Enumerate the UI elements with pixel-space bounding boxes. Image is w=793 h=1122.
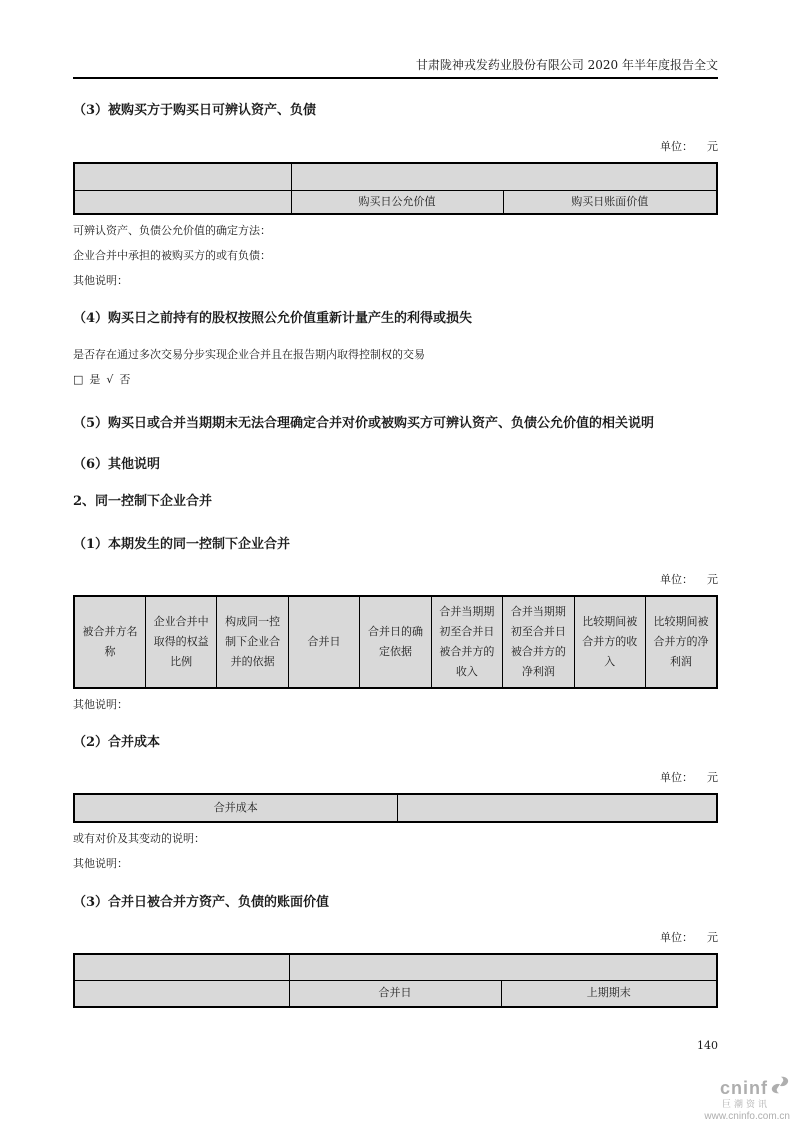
subsection-heading-merge-cost: （2）合并成本 bbox=[73, 735, 161, 750]
cninfo-chinese-name: 巨潮资讯 bbox=[721, 1099, 770, 1109]
unit-value: 元 bbox=[707, 931, 718, 944]
empty-cell bbox=[74, 190, 291, 214]
col-merge-date: 合并日 bbox=[288, 596, 359, 688]
unit-note bbox=[73, 139, 718, 154]
fair-value-header-cell: 购买日公允价值 bbox=[291, 190, 503, 214]
table-header-row bbox=[74, 596, 717, 688]
empty-cell bbox=[74, 954, 289, 980]
cninfo-logo bbox=[704, 1076, 790, 1122]
table-row bbox=[74, 794, 717, 822]
unit-note bbox=[73, 770, 718, 785]
note-other: 其他说明： bbox=[73, 698, 128, 711]
no-option-label: 否 bbox=[119, 373, 131, 386]
merge-date-header-cell: 合并日 bbox=[289, 980, 501, 1007]
col-equity-ratio: 企业合并中取得的权益比例 bbox=[145, 596, 216, 688]
empty-cell bbox=[74, 163, 291, 190]
s3-notes bbox=[73, 218, 718, 293]
yes-option-label: 是 bbox=[89, 373, 101, 386]
unit-value: 元 bbox=[707, 573, 718, 586]
col-date-basis: 合并日的确定依据 bbox=[360, 596, 431, 688]
section-heading-remeasurement-gain-loss: （4）购买日之前持有的股权按照公允价值重新计量产生的利得或损失 bbox=[73, 311, 473, 326]
section-heading-other-notes: （6）其他说明 bbox=[73, 457, 161, 472]
cninfo-swirl-icon bbox=[770, 1076, 790, 1099]
empty-cell bbox=[289, 954, 717, 980]
note-other: 其他说明： bbox=[73, 274, 128, 287]
page-content bbox=[73, 0, 718, 1008]
col-combination-basis: 构成同一控制下企业合并的依据 bbox=[217, 596, 288, 688]
merge-cost-header-cell: 合并成本 bbox=[74, 794, 397, 822]
col-profit-to-merge-date: 合并当期期初至合并日被合并方的净利润 bbox=[503, 596, 574, 688]
report-header-title: 甘肃陇神戎发药业股份有限公司 2020 年半年度报告全文 bbox=[73, 0, 718, 79]
book-value-header-cell: 购买日账面价值 bbox=[503, 190, 717, 214]
checkbox-empty-icon: □ bbox=[73, 373, 84, 386]
cc-s2-notes bbox=[73, 826, 718, 876]
cc-s1-notes bbox=[73, 692, 718, 717]
section-heading-undeterminable-fair-value: （5）购买日或合并当期期末无法合理确定合并对价或被购买方可辨认资产、负债公允价值的相关说明 bbox=[73, 416, 655, 431]
unit-label: 单位： bbox=[660, 140, 693, 153]
unit-note bbox=[73, 930, 718, 945]
merge-cost-table bbox=[73, 793, 718, 823]
section-heading-common-control-combination: 2、同一控制下企业合并 bbox=[73, 494, 213, 509]
table-row bbox=[74, 163, 717, 190]
step-acquisition-question: 是否存在通过多次交易分步实现企业合并且在报告期内取得控制权的交易 bbox=[73, 348, 425, 361]
unit-label: 单位： bbox=[660, 771, 693, 784]
cninfo-url: www.cninfo.com.cn bbox=[704, 1111, 790, 1122]
cninfo-logo-row bbox=[704, 1076, 790, 1099]
col-comparative-revenue: 比较期间被合并方的收入 bbox=[574, 596, 645, 688]
empty-cell bbox=[291, 163, 717, 190]
unit-label: 单位： bbox=[660, 573, 693, 586]
table-row bbox=[74, 980, 717, 1007]
unit-value: 元 bbox=[707, 140, 718, 153]
note-fair-value-method: 可辨认资产、负债公允价值的确定方法： bbox=[73, 224, 271, 237]
unit-note bbox=[73, 572, 718, 587]
col-revenue-to-merge-date: 合并当期期初至合并日被合并方的收入 bbox=[431, 596, 502, 688]
note-other: 其他说明： bbox=[73, 857, 128, 870]
note-contingent-liabilities: 企业合并中承担的被购买方的或有负债： bbox=[73, 249, 271, 262]
table-row bbox=[74, 954, 717, 980]
col-merged-party-name: 被合并方名称 bbox=[74, 596, 145, 688]
empty-cell bbox=[74, 980, 289, 1007]
empty-cell bbox=[397, 794, 717, 822]
section-heading-identifiable-assets: （3）被购买方于购买日可辨认资产、负债 bbox=[73, 103, 317, 118]
identifiable-assets-table bbox=[73, 162, 718, 215]
subsection-heading-current-period-combination: （1）本期发生的同一控制下企业合并 bbox=[73, 537, 291, 552]
unit-label: 单位： bbox=[660, 931, 693, 944]
page-number: 140 bbox=[697, 1039, 718, 1052]
yes-no-choice bbox=[73, 372, 718, 387]
table-row bbox=[74, 190, 717, 214]
col-comparative-profit: 比较期间被合并方的净利润 bbox=[646, 596, 718, 688]
book-value-table bbox=[73, 953, 718, 1008]
subsection-heading-book-value-at-merge-date: （3）合并日被合并方资产、负债的账面价值 bbox=[73, 895, 330, 910]
checkmark-icon: √ bbox=[106, 373, 114, 386]
common-control-combination-table bbox=[73, 595, 718, 689]
cninfo-wordmark: cninf bbox=[720, 1077, 768, 1098]
unit-value: 元 bbox=[707, 771, 718, 784]
prior-period-end-header-cell: 上期期末 bbox=[501, 980, 717, 1007]
note-contingent-consideration: 或有对价及其变动的说明： bbox=[73, 832, 205, 845]
